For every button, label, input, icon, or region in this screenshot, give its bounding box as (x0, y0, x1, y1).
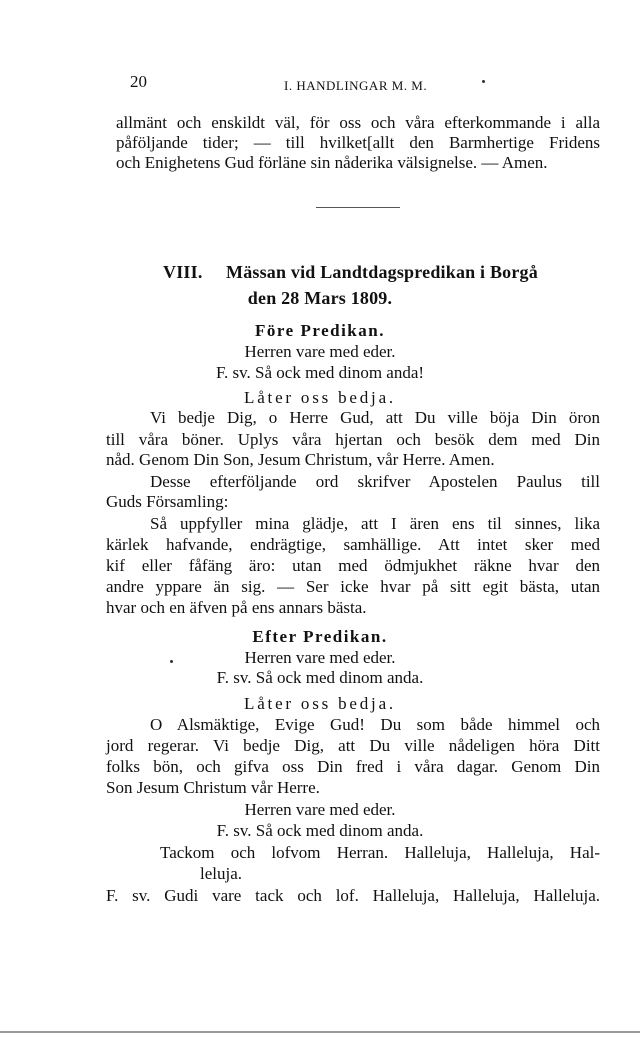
epistle-line-1: Så uppfyller mina glädje, att I ären ens til sinnes, lika (150, 514, 600, 533)
epistle-intro-line-1: Desse efterföljande ord skrifver Apostelen Paulus till (150, 472, 600, 491)
final-response: F. sv. Gudi vare tack och lof. Halleluja, Halleluja, Halleluja. (106, 886, 600, 905)
epistle-line-2: kärlek hafvande, endrägtige, samhällige. Att intet sker med (106, 535, 600, 554)
response-1: F. sv. Så ock med dinom anda! (215, 363, 425, 382)
response-2: F. sv. Så ock med dinom anda. (216, 668, 424, 687)
running-title: I. HANDLINGAR M. M. (284, 78, 428, 93)
prayer-2-line-1: O Alsmäktige, Evige Gud! Du som både himmel och (150, 715, 600, 734)
prayer-2-line-3: folks bön, och gifva oss Din fred i våra dagar. Genom Din (106, 757, 600, 776)
section-number: VIII. (163, 262, 203, 282)
prayer-call-2: Låter oss bedja. (244, 694, 396, 713)
continuation-line-1: allmänt och enskildt väl, för oss och våra efterkommande i alla (116, 113, 600, 132)
epistle-line-3: kif eller fåfäng äro: utan med ödmjukhet räkne hvar den (106, 556, 600, 575)
epistle-line-5: hvar och en äfven på ens annars bästa. (106, 598, 367, 617)
versicle-1: Herren vare med eder. (244, 342, 396, 361)
heading-efter-predikan: Efter Predikan. (252, 627, 388, 646)
page-bottom-edge (0, 1031, 640, 1033)
heading-fore-predikan: Före Predikan. (255, 321, 385, 340)
prayer-2-line-4: Son Jesum Christum vår Herre. (106, 778, 320, 797)
continuation-line-2: påföljande tider; — till hvilket[allt den Barmhertige Fridens (116, 133, 600, 152)
page-number: 20 (130, 72, 147, 91)
prayer-1-line-2: till våra böner. Uplys våra hjertan och besök dem med Din (106, 430, 600, 449)
section-title-line-2: den 28 Mars 1809. (247, 288, 393, 308)
versicle-3: Herren vare med eder. (244, 800, 396, 819)
printer-mark (482, 80, 485, 83)
thanks-line-1: Tackom och lofvom Herran. Halleluja, Halleluja, Hal- (160, 843, 600, 862)
prayer-call-1: Låter oss bedja. (244, 388, 396, 407)
prayer-2-line-2: jord regerar. Vi bedje Dig, att Du ville nådeligen höra Ditt (106, 736, 600, 755)
section-divider (316, 207, 400, 208)
thanks-line-2: leluja. (200, 864, 243, 883)
section-title-line-1: Mässan vid Landtdagspredikan i Borgå (226, 262, 538, 282)
continuation-line-3: och Enighetens Gud förläne sin nåderika välsignelse. — Amen. (116, 153, 548, 172)
versicle-2: Herren vare med eder. (244, 648, 396, 667)
prayer-1-line-3: nåd. Genom Din Son, Jesum Christum, vår Herre. Amen. (106, 450, 495, 469)
epistle-intro-line-2: Guds Församling: (106, 492, 229, 511)
epistle-line-4: andre yppare än sig. — Ser icke hvar på sitt egit bästa, utan (106, 577, 600, 596)
prayer-1-line-1: Vi bedje Dig, o Herre Gud, att Du ville böja Din öron (150, 408, 600, 427)
response-3: F. sv. Så ock med dinom anda. (216, 821, 424, 840)
